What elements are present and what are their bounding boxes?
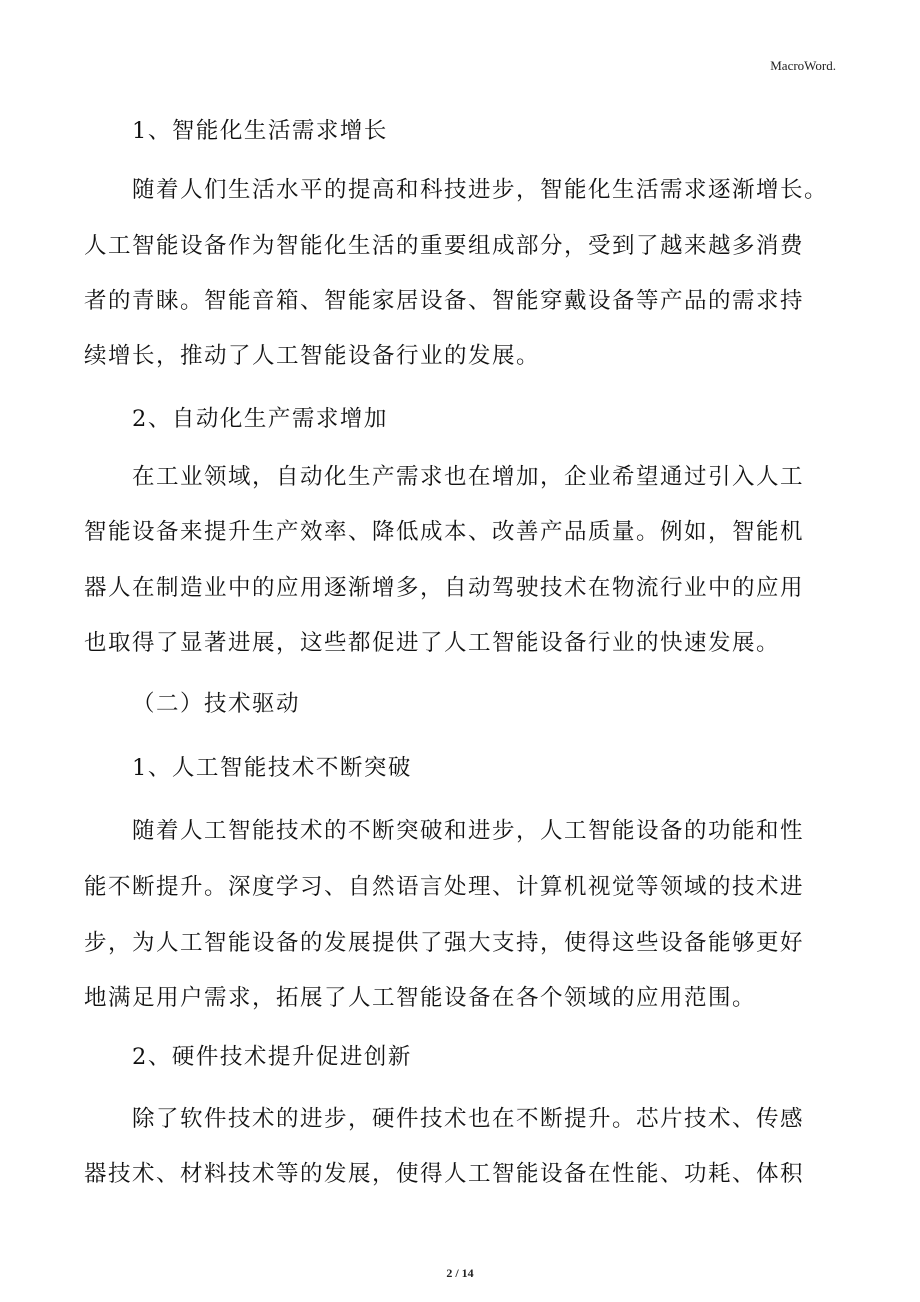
section-heading-ai-breakthrough: 1、人工智能技术不断突破 (132, 755, 412, 781)
paragraph-line: 续增长，推动了人工智能设备行业的发展。 (84, 343, 541, 369)
paragraph-line: 器人在制造业中的应用逐渐增多，自动驾驶技术在物流行业中的应用 (84, 575, 805, 601)
paragraph-line: 者的青睐。智能音箱、智能家居设备、智能穿戴设备等产品的需求持 (84, 288, 805, 314)
header-brand: MacroWord. (770, 58, 836, 73)
paragraph-line: 能不断提升。深度学习、自然语言处理、计算机视觉等领域的技术进 (84, 874, 805, 900)
section-heading-smart-living: 1、智能化生活需求增长 (132, 118, 388, 144)
paragraph-line: 随着人工智能技术的不断突破和进步，人工智能设备的功能和性 (132, 818, 805, 844)
paragraph-line: 人工智能设备作为智能化生活的重要组成部分，受到了越来越多消费 (84, 233, 805, 259)
paragraph-line: 也取得了显著进展，这些都促进了人工智能设备行业的快速发展。 (84, 630, 781, 656)
paragraph-line: 器技术、材料技术等的发展，使得人工智能设备在性能、功耗、体积 (84, 1161, 805, 1187)
paragraph-line: 地满足用户需求，拓展了人工智能设备在各个领域的应用范围。 (84, 985, 757, 1011)
paragraph-line: 步，为人工智能设备的发展提供了强大支持，使得这些设备能够更好 (84, 930, 805, 956)
paragraph-line: 在工业领域，自动化生产需求也在增加，企业希望通过引入人工 (132, 464, 805, 490)
page-number: 2 / 14 (446, 1266, 474, 1280)
paragraph-line: 智能设备来提升生产效率、降低成本、改善产品质量。例如，智能机 (84, 519, 805, 545)
section-heading-hardware: 2、硬件技术提升促进创新 (132, 1044, 412, 1070)
paragraph-line: 随着人们生活水平的提高和科技进步，智能化生活需求逐渐增长。 (132, 177, 829, 203)
section-heading-automation: 2、自动化生产需求增加 (132, 406, 388, 432)
section-heading-tech-driven: （二）技术驱动 (132, 691, 301, 717)
paragraph-line: 除了软件技术的进步，硬件技术也在不断提升。芯片技术、传感 (132, 1106, 805, 1132)
